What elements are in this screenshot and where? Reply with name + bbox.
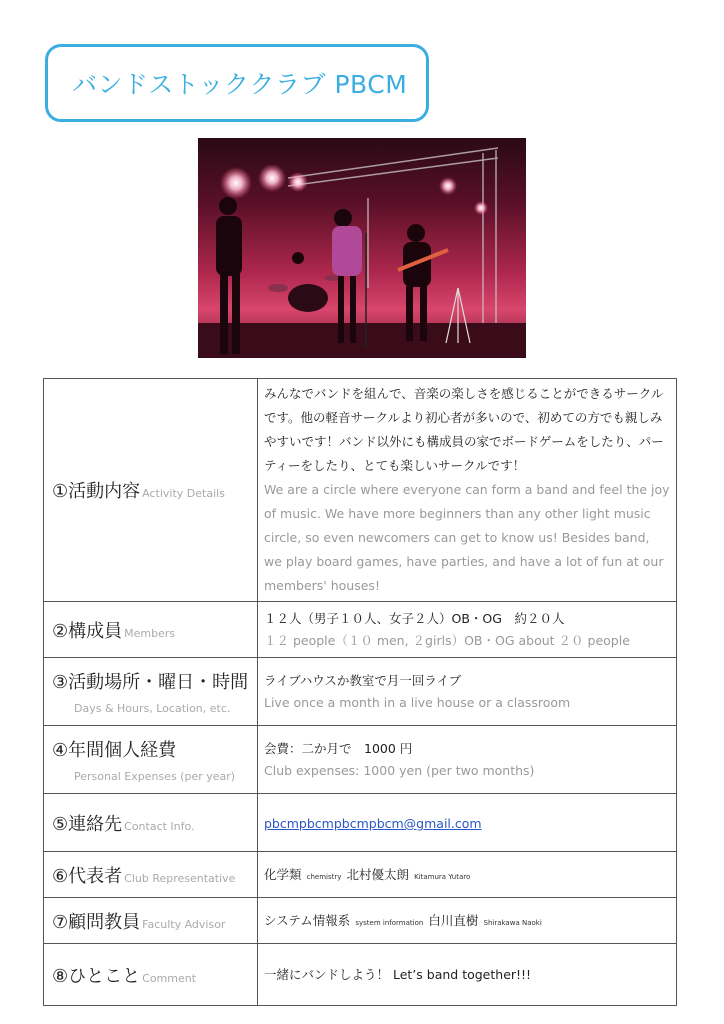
members-label-cell <box>44 602 258 658</box>
place-text-jp: ライブハウスか教室で月一回ライブ <box>264 672 462 688</box>
expenses-row <box>44 726 677 794</box>
representative-row <box>44 852 677 898</box>
advisor-row <box>44 898 677 944</box>
expenses-text-jp: 会費：二か月で 1000 円 <box>264 740 413 756</box>
advisor-dept: システム情報系 <box>264 912 351 928</box>
advisor-label-cell <box>44 898 258 944</box>
activity-text-jp: みんなでバンドを組んで、音楽の楽しさを感じることができるサークルです。他の軽音サークルより初心者が多いので、初めての方でも親しみやすいです！バンド以外にも構成員の家でボードゲームをしたり、パーティーをしたり、とても楽しいサークルです！ <box>264 386 664 473</box>
representative-value-cell <box>258 852 677 898</box>
expenses-text-en: Club expenses: 1000 yen (per two months) <box>264 762 535 778</box>
contact-label-cell <box>44 794 258 852</box>
representative-label-en: Club Representative <box>124 871 236 885</box>
band-photo <box>198 138 526 358</box>
expenses-label-cell <box>44 726 258 794</box>
activity-text-en: We are a circle where everyone can form a band and feel the joy of music. We have more beginners than any other light music circle, so even newcomers can get to know us! Besides band, we play board games, have parties, and have a lot of fun at our members' houses! <box>264 482 670 593</box>
advisor-dept-en: system information <box>355 918 424 927</box>
activity-row <box>44 379 677 602</box>
comment-label-en: Comment <box>142 971 197 985</box>
email-link[interactable]: pbcmpbcmpbcmpbcm@gmail.com <box>264 816 482 831</box>
comment-text: 一緒にバンドしよう！ Let’s band together!!! <box>264 966 532 982</box>
members-text-en: １２ people（１０ men, ２girls）OB・OG about ２０ people <box>264 632 630 648</box>
expenses-label-en: Personal Expenses (per year) <box>74 770 236 783</box>
contact-row <box>44 794 677 852</box>
expenses-value-cell <box>258 726 677 794</box>
advisor-name-en: Shirakawa Naoki <box>483 918 542 927</box>
place-text-en: Live once a month in a live house or a classroom <box>264 694 571 710</box>
representative-name: 北村優太朗 <box>346 866 409 882</box>
expenses-label: ④年間個人経費 <box>52 740 177 761</box>
comment-label-cell <box>44 944 258 1006</box>
members-label: ②構成員 <box>52 620 123 642</box>
title-box <box>45 44 429 122</box>
contact-label-en: Contact Info. <box>124 819 195 833</box>
place-label-en: Days & Hours, Location, etc. <box>74 702 231 715</box>
members-text-jp: １２人（男子１０人、女子２人）OB・OG 約２０人 <box>264 610 565 626</box>
members-label-en: Members <box>124 626 176 640</box>
members-value-cell <box>258 602 677 658</box>
representative-name-en: Kitamura Yutaro <box>414 872 471 881</box>
place-value-cell <box>258 658 677 726</box>
advisor-value-cell <box>258 898 677 944</box>
contact-value-cell <box>258 794 677 852</box>
members-row <box>44 602 677 658</box>
activity-label-cell <box>44 379 258 602</box>
representative-dept: 化学類 <box>264 866 302 882</box>
representative-dept-en: chemistry <box>306 872 342 881</box>
activity-label-en: Activity Details <box>142 487 225 500</box>
representative-label: ⑥代表者 <box>52 865 123 887</box>
comment-label: ⑧ひとこと <box>52 965 141 987</box>
comment-value-cell <box>258 944 677 1006</box>
place-row <box>44 658 677 726</box>
advisor-name: 白川直樹 <box>428 912 479 928</box>
activity-value-cell <box>258 379 677 602</box>
place-label: ③活動場所・曜日・時間 <box>52 672 249 693</box>
comment-row <box>44 944 677 1006</box>
place-label-cell <box>44 658 258 726</box>
page-title: バンドストッククラブ PBCM <box>72 70 408 99</box>
activity-label: ①活動内容 <box>52 481 141 502</box>
contact-label: ⑤連絡先 <box>52 813 123 835</box>
representative-label-cell <box>44 852 258 898</box>
advisor-label: ⑦顧問教員 <box>52 911 141 933</box>
info-table <box>43 378 677 1006</box>
advisor-label-en: Faculty Advisor <box>142 917 226 931</box>
